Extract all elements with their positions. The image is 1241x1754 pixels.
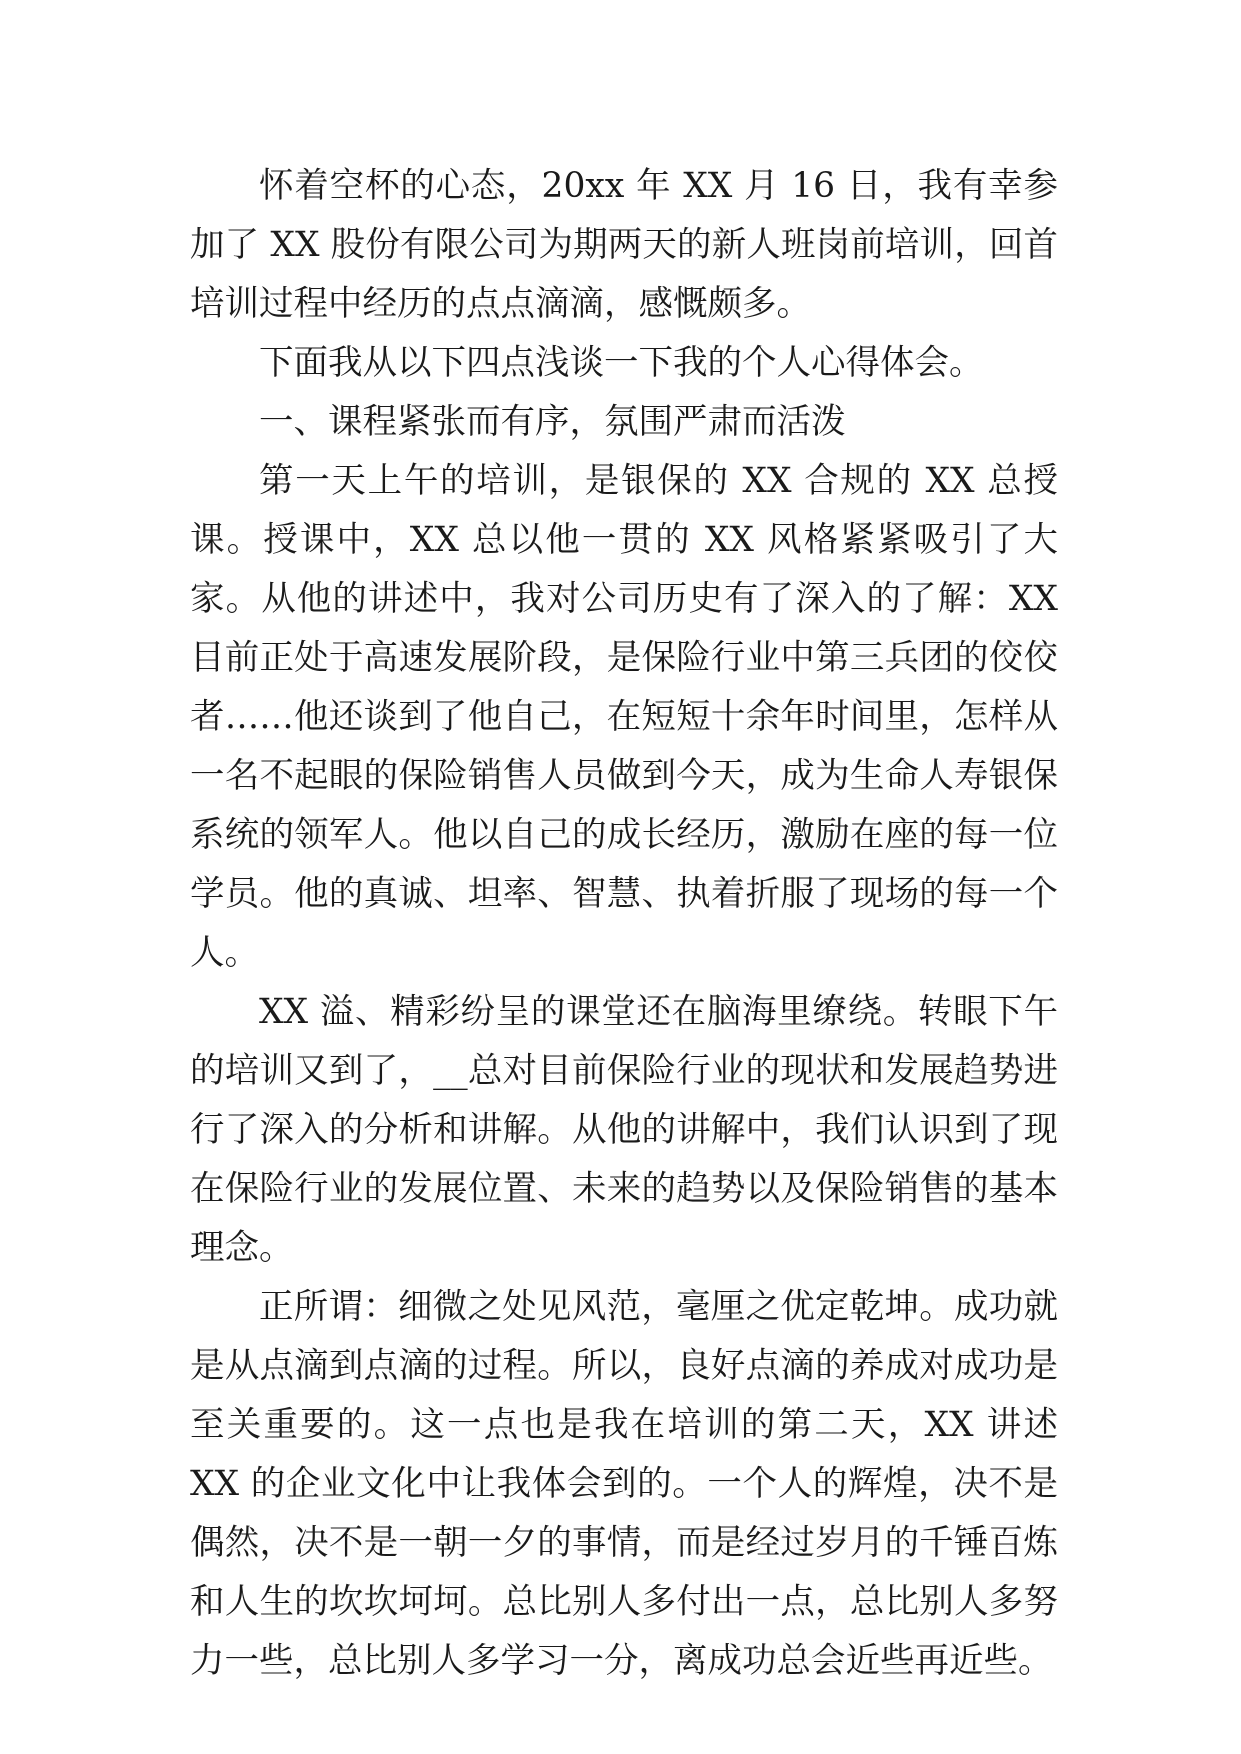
section-heading-1: 一、课程紧张而有序，氛围严肃而活泼 (259, 402, 846, 442)
paragraph-day-one-afternoon: XX 溢、精彩纷呈的课堂还在脑海里缭绕。转眼下午的培训又到了，__总对目前保险行业的现状和发展趋势进行了深入的分析和讲解。从他的讲解中，我们认识到了现在保险行业的发展位置、未来的趋势以及保险销售的基本理念。 (190, 992, 1058, 1268)
paragraph-intro: 怀着空杯的心态，20xx 年 XX 月 16 日，我有幸参加了 XX 股份有限公司为期两天的新人班岗前培训，回首培训过程中经历的点点滴滴，感慨颇多。 (190, 166, 1058, 324)
paragraph-day-two: 正所谓：细微之处见风范，毫厘之优定乾坤。成功就是从点滴到点滴的过程。所以，良好点滴的养成对成功是至关重要的。这一点也是我在培训的第二天，XX 讲述 XX 的企业文化中让我体会到的。一个人的辉煌，决不是偶然，决不是一朝一夕的事情，而是经过岁月的千锤百炼和人生的坎坎坷坷。总比别人多付出一点，总比别人多努力一些，总比别人多学习一分，离成功总会近些再近些。 (190, 1287, 1058, 1681)
paragraph-day-one-morning: 第一天上午的培训，是银保的 XX 合规的 XX 总授课。授课中，XX 总以他一贯的 XX 风格紧紧吸引了大家。从他的讲述中，我对公司历史有了深入的了解：XX 目前正处于高速发展阶段，是保险行业中第三兵团的佼佼者……他还谈到了他自己，在短短十余年时间里，怎样从一名不起眼的保险销售人员做到今天，成为生命人寿银保系统的领军人。他以自己的成长经历，激励在座的每一位学员。他的真诚、坦率、智慧、执着折服了现场的每一个人。 (190, 461, 1058, 973)
paragraph-overview: 下面我从以下四点浅谈一下我的个人心得体会。 (259, 343, 984, 383)
document-body (190, 157, 1058, 1691)
